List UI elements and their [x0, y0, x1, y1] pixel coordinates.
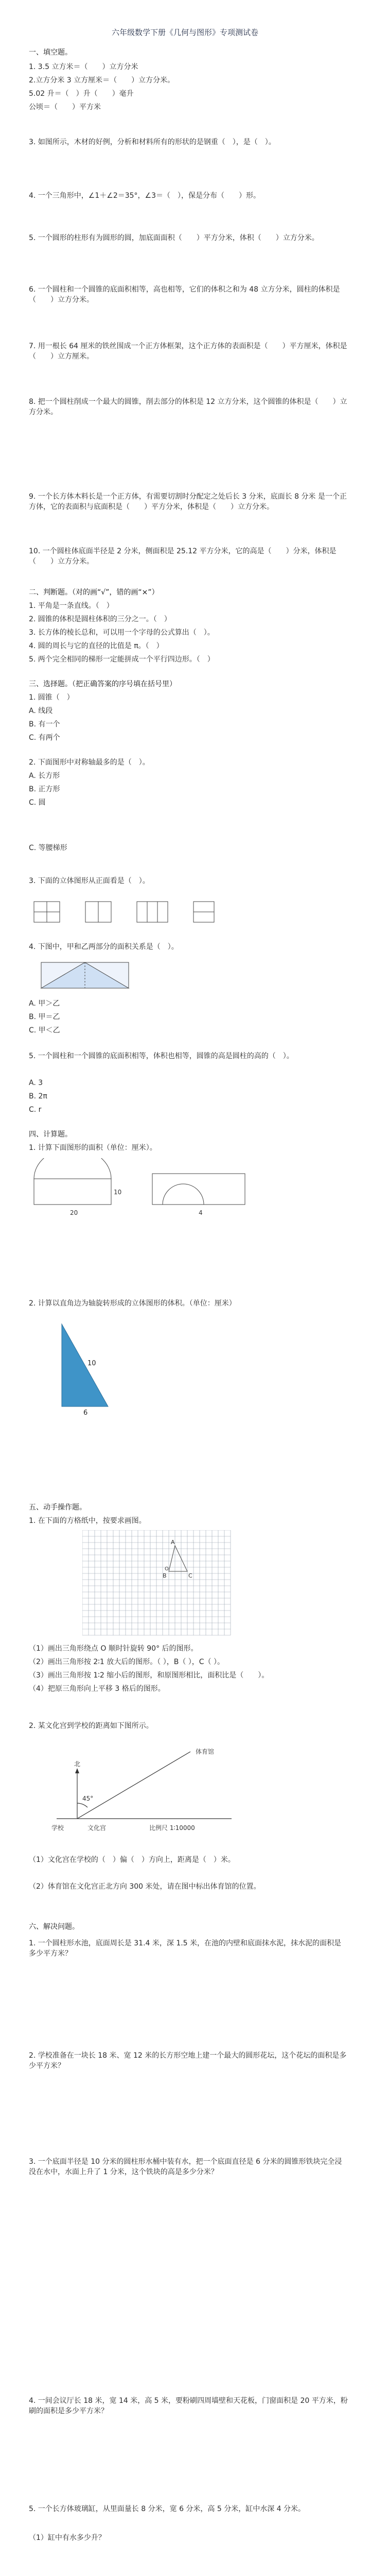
question-text: 2. 圆锥的体积是圆柱体积的三分之一。（ ）: [29, 615, 171, 623]
option-text: C. r: [29, 1106, 42, 1114]
question-text: 公顷＝（ ）平方米: [29, 103, 101, 111]
triangle-figure: [51, 1319, 124, 1417]
question-text: 5. 一个长方体玻璃缸，从里面量长 8 分米，宽 6 分米，高 5 分米，缸中水深 4 分米。: [29, 2505, 306, 2513]
question-text: 4. 一个三角形中，∠1＋∠2＝35°，∠3＝（ ），保是分布（ ）形。: [29, 192, 260, 200]
option-text: B. 有一个: [29, 720, 60, 728]
section-heading: 四、计算题。: [29, 1130, 72, 1139]
section-heading: 三、选择题。（把正确答案的序号填在括号里）: [29, 680, 177, 688]
question-text: 2.立方分米 3 立方厘米＝（ ）立方分米。: [29, 76, 175, 84]
question-text: 4. 圆的周长与它的直径的比值是 π。（ ）: [29, 642, 164, 650]
sub-question: （1）画出三角形绕点 O 顺时针旋转 90° 后的图形。: [29, 1645, 198, 1653]
question-text: 4. 一间会议厅长 18 米，宽 14 米，高 5 米，要粉刷四周墙壁和天花板，门窗面积是 20 平方米，粉刷的面积是多少平方米？: [29, 2397, 348, 2415]
section-heading: 二、判断题。（对的画“√”，错的画“×”）: [29, 588, 159, 597]
question-text: 2. 某文化宫到学校的距离如下图所示。: [29, 1722, 153, 1730]
question-text: 2. 下面图形中对称轴最多的是（ ）。: [29, 758, 150, 767]
section-heading: 五、动手操作题。: [29, 1503, 86, 1512]
area-figures: [29, 1158, 255, 1220]
option-text: C. 有两个: [29, 734, 60, 742]
option-text: B. 甲＝乙: [29, 1013, 60, 1021]
question-text: 4. 下图中，甲和乙两部分的面积关系是（ ）。: [29, 943, 179, 951]
question-text: 9. 一个长方体木料长是一个正方体，有需要切割时分配定之处后长 3 分米，底面长 8 分米 是一个正方体，它的表面积与底面积是（ ）平方分米，体积是（ ）立方分米。: [29, 493, 347, 511]
point-label: O: [165, 1566, 169, 1572]
cube-views-figure: [29, 891, 245, 933]
palace-label: 文化宫: [87, 1824, 107, 1832]
question-text: 3. 如图所示，木材的好例，分析和材料所有的形状的是钢重（ ），是（ ）。: [29, 138, 276, 146]
option-text: C. 甲＜乙: [29, 1026, 60, 1035]
page-title: 六年级数学下册《几何与图形》专项测试卷: [111, 28, 258, 37]
question-text: 1. 在下面的方格纸中，按要求画图。: [29, 1517, 146, 1525]
angle-label: 45°: [82, 1795, 94, 1802]
option-text: C. 圆: [29, 799, 46, 807]
sub-question: （1）缸中有水多少升？: [29, 2534, 105, 2542]
option-text: B. 2π: [29, 1092, 47, 1100]
question-text: 10. 一个圆柱体底面半径是 2 分米，侧面积是 25.12 平方分米，它的高是（ ）分米，体积是（ ）立方分米。: [29, 547, 337, 566]
sub-question: （4）把原三角形向上平移 3 格后的图形。: [29, 1685, 165, 1693]
dimension-label: 20: [70, 1209, 78, 1216]
option-text: A. 线段: [29, 707, 53, 715]
dimension-label: 6: [83, 1409, 88, 1417]
question-text: 3. 长方体的棱长总和，可以用一个字母的公式算出（ ）。: [29, 629, 215, 637]
option-text: A. 甲＞乙: [29, 999, 60, 1008]
shaded-area-figure: [36, 957, 139, 993]
sub-question: （2）体育馆在文化宫正北方向 300 米处，请在图中标出体育馆的位置。: [29, 1883, 261, 1891]
school-label: 学校: [51, 1824, 64, 1832]
question-text: 1. 一个圆柱形水池，底面周长是 31.4 米，深 1.5 米，在池的内壁和底面抹水泥，抹水泥的面积是多少平方米？: [29, 1939, 342, 1958]
question-text: 8. 把一个圆柱削成一个最大的圆锥，削去部分的体积是 12 立方分米，这个圆锥的体积是（ ）立方分米。: [29, 398, 347, 416]
sub-question: （2）画出三角形按 2∶1 放大后的图形。（ ），B（ ），C（ ）。: [29, 1658, 224, 1666]
dimension-label: 4: [199, 1209, 203, 1216]
option-text: B. 正方形: [29, 785, 60, 793]
section-heading: 一、填空题。: [29, 48, 72, 57]
question-text: 7. 用一根长 64 厘米的铁丝围成一个正方体框架，这个正方体的表面积是（ ）平方厘米，体积是（ ）立方厘米。: [29, 342, 347, 361]
dimension-label: 10: [87, 1360, 96, 1367]
grid-figure: [82, 1530, 237, 1638]
scale-label: 比例尺 1∶10000: [149, 1824, 195, 1832]
section-heading: 六、解决问题。: [29, 1923, 79, 1931]
question-text: 1. 3.5 立方米＝（ ）立方分米: [29, 63, 138, 71]
question-text: 5.02 升＝（ ）升（ ）毫升: [29, 90, 134, 98]
map-figure: [46, 1741, 262, 1839]
question-text: 6. 一个圆柱和一个圆锥的底面积相等，高也相等，它们的体积之和为 48 立方分米，圆柱的体积是（ ）立方分米。: [29, 285, 340, 304]
option-text: A. 长方形: [29, 772, 60, 780]
north-label: 北: [74, 1760, 81, 1768]
question-text: 3. 下面的立体图形从正面看是（ ）。: [29, 877, 150, 885]
question-text: 2. 计算以直角边为轴旋转形成的立体图形的体积。（单位：厘米）: [29, 1299, 236, 1308]
question-text: 1. 平角是一条直线。（ ）: [29, 602, 114, 610]
point-label: A: [171, 1539, 175, 1546]
question-text: 5. 一个圆形的柱形有为圆形的圆，加底面面积（ ）平方分米，体积（ ）立方分米。: [29, 234, 319, 242]
question-text: 1. 计算下面图形的面积（单位：厘米）。: [29, 1144, 157, 1152]
question-text: 1. 圆锥（ ）: [29, 693, 74, 702]
question-text: 5. 两个完全相同的梯形一定能拼成一个平行四边形。（ ）: [29, 655, 215, 664]
option-text: C. 等腰梯形: [29, 844, 67, 852]
point-label: B: [163, 1572, 167, 1579]
dimension-label: 8: [55, 1362, 59, 1370]
dimension-label: 10: [114, 1189, 122, 1196]
sub-question: （3）画出三角形按 1∶2 缩小后的图形，和原图形相比，面积比是（ ）。: [29, 1671, 269, 1680]
option-text: A. 3: [29, 1079, 43, 1087]
question-text: 5. 一个圆柱和一个圆锥的底面积相等，体积也相等，圆锥的高是圆柱的高的（ ）。: [29, 1052, 294, 1060]
question-text: 2. 学校准备在一块长 18 米、宽 12 米的长方形空地上建一个最大的圆形花坛，这个花坛的面积是多少平方米？: [29, 2052, 347, 2070]
point-label: C: [188, 1572, 192, 1579]
hospital-label: 体育馆: [196, 1748, 215, 1755]
question-text: 3. 一个底面半径是 10 分米的圆柱形水桶中装有水，把一个底面直径是 6 分米的圆锥形铁块完全浸没在水中，水面上升了 1 分米，这个铁块的高是多少分米？: [29, 2158, 342, 2176]
sub-question: （1）文化宫在学校的（ ）偏（ ）方向上，距离是（ ）米。: [29, 1856, 235, 1864]
